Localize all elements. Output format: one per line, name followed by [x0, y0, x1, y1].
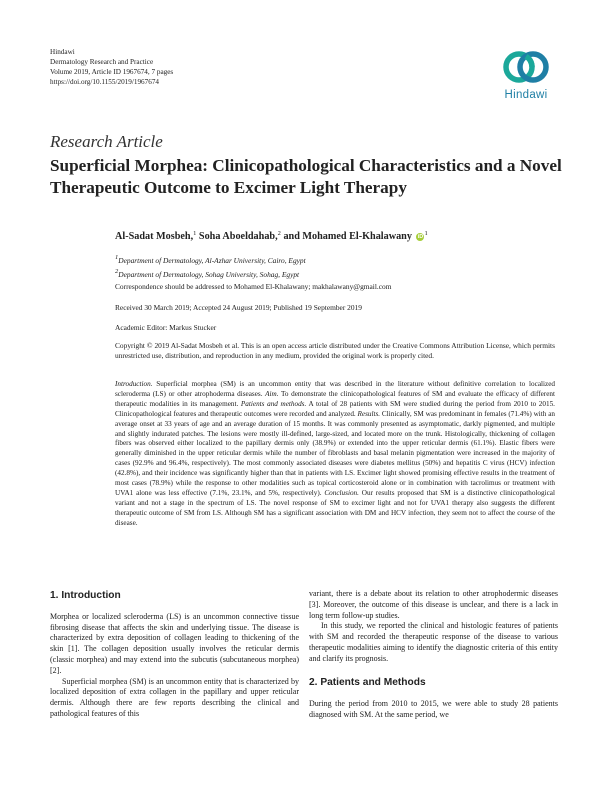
abstract-intro-label: Introduction.: [115, 380, 153, 388]
hindawi-rings-icon: [501, 46, 551, 88]
hindawi-logo: [492, 46, 560, 114]
abstract-methods: A total of 28 patients with SM were studied during the period from 2010 to 2015. Clinicopathological features and therapeutic outcomes were recorded and analyzed.: [115, 399, 555, 418]
abstract-results-label: Results.: [357, 409, 381, 418]
abstract-methods-label: Patients and methods.: [240, 399, 307, 408]
section-1-heading: 1. Introduction: [50, 590, 121, 601]
body-right-column: [309, 589, 558, 721]
affiliation-1: $^1$Department of Dermatology, Al-Azhar University, Cairo, Egypt: [115, 254, 306, 265]
author-2: Soha Aboeldahab,: [198, 231, 278, 242]
abstract-intro: Superficial morphea (SM) is an uncommon entity that was described in the literature without definitive correlation to localized scleroderma (LS) or other atrophoderma diseases.: [115, 380, 555, 398]
orcid-icon[interactable]: iD: [417, 234, 424, 240]
author-1-affiliation: 1: [193, 230, 197, 237]
journal-name: Dermatology Research and Practice: [50, 58, 154, 66]
abstract-conclusion-label: Conclusion.: [324, 488, 359, 497]
intro-paragraph-1: Morphea or localized scleroderma (LS) is an uncommon connective tissue fibrosing disease that affects the skin and underlying tissue. The disease is characterized by extra deposition of collagen leading to thickening of the skin [1]. The collagen deposition usually involves the reticular dermis (classic morphea) and may extend into the subcutis (subcutaneous morphea) [2].: [50, 611, 299, 675]
abstract-results: Clinically, SM was predominant in females (71.4%) with an average onset at 33 years of age and an average duration of 15 months. It was commonly presented as asymptomatic, darkly pigmented, and multiple and slightly indurated patches. The lesions were mostly ill-defined, large-sized, and located more on the trunk. Histologically, thickening of collagen fibers was observed either localized to the papillary dermis only (38.9%) or extended into the upper reticular dermis (61.1%). Elastic fibers were generally diminished in the upper reticular dermis while the number of fibroblasts and basal melanin pigmentation were increased in the majority of cases (92.9% and 96.4%, respectively). The most commonly associated diseases were diabetes mellitus (50%) and hepatitis C virus (HCV) infection (42.8%), and their incidence was significantly higher than that in patients with LS. Excimer light showed promising effective results in the treatment of most cases (78.9%) while the response to other modalities such as topical corticosteroid alone or in combination with tacrolimus or treatment with UVA1 alone was less effective (7.1%, 23.1%, and 5%, respectively).: [115, 409, 555, 497]
section-2-heading: 2. Patients and Methods: [309, 676, 426, 688]
abstract-aim: To demonstrate the clinicopathological features of SM and evaluate the efficacy of different therapeutic modalities in its management.: [115, 389, 555, 408]
abstract-conclusion: Our results proposed that SM is a distinctive clinicopathological variant and not a stage in the spectrum of LS. The novel response of SM to excimer light and not for UVA1 therapy also suggests the different therapeutic outcome of SM from LS. Although SM has a significant association with DM and HCV infection, they seem not to affect the course of the disease.: [115, 488, 555, 527]
affiliations: [115, 252, 555, 280]
volume-info: Volume 2019, Article ID 1967674, 7 pages: [50, 68, 174, 76]
copyright-notice: Copyright © 2019 Al-Sadat Mosbeh et al. This is an open access article distributed under the Creative Commons Attribution License, which permits unrestricted use, distribution, and reproduction in any medium, provided the original work is properly cited.: [115, 341, 555, 360]
body-left-column: [50, 591, 299, 720]
journal-header: [50, 47, 173, 87]
intro-paragraph-2: Superficial morphea (SM) is an uncommon entity that is characterized by localized deposition of extra collagen in the papillary and upper reticular dermis. Although there are few reports describing the clinical and pathological features of this: [50, 676, 299, 718]
affiliation-2: $^2$Department of Dermatology, Sohag University, Sohag, Egypt: [115, 268, 300, 279]
publication-dates: Received 30 March 2019; Accepted 24 August 2019; Published 19 September 2019: [115, 303, 362, 312]
intro-paragraph-2-cont: variant, there is a debate about its relation to other atrophodermic diseases [3]. Moreover, the outcome of this disease is unclear, and there is a lack in long term follow-up studies.: [309, 589, 558, 620]
author-list: [115, 230, 555, 242]
author-3-affiliation: 1: [424, 230, 428, 237]
author-2-affiliation: 2: [277, 230, 281, 237]
abstract: [115, 380, 555, 529]
logo-wordmark: Hindawi: [504, 89, 548, 101]
author-3: and Mohamed El-Khalawany: [283, 231, 412, 242]
author-1: Al-Sadat Mosbeh,: [115, 231, 194, 242]
abstract-aim-label: Aim.: [265, 389, 279, 398]
methods-paragraph-1: During the period from 2010 to 2015, we were able to study 28 patients diagnosed with SM. At the same period, we: [309, 699, 558, 720]
article-title: Superficial Morphea: Clinicopathological Characteristics and a Novel Therapeutic Outcome to Excimer Light Therapy: [50, 156, 562, 197]
correspondence: Correspondence should be addressed to Mohamed El-Khalawany; makhalawany@gmail.com: [115, 282, 392, 291]
publisher-name: Hindawi: [50, 48, 75, 56]
intro-paragraph-3: In this study, we reported the clinical and histologic features of patients with SM and recorded the therapeutic response of the disease to various therapeutic modalities aiming to identify the diagnostic criteria of this entity and clarify its prognosis.: [309, 621, 558, 663]
article-type: Research Article: [50, 132, 163, 151]
academic-editor: Academic Editor: Markus Stucker: [115, 323, 217, 332]
doi-link[interactable]: https://doi.org/10.1155/2019/1967674: [50, 78, 160, 86]
